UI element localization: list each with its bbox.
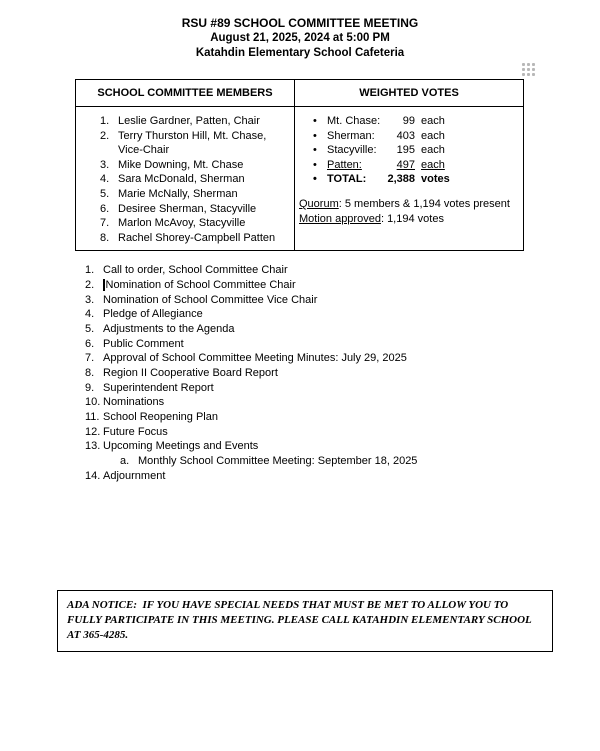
agenda-item-text: Adjournment xyxy=(103,469,166,482)
agenda-item-number: 7. xyxy=(85,352,95,365)
committee-table xyxy=(75,79,524,251)
agenda-item xyxy=(85,293,600,308)
motion-line xyxy=(299,212,517,227)
member-row xyxy=(100,129,286,158)
member-name: Sara McDonald, Sherman xyxy=(118,173,245,186)
meeting-datetime: August 21, 2025, 2024 at 5:00 PM xyxy=(210,32,390,44)
member-number: 8. xyxy=(100,231,110,244)
member-number: 6. xyxy=(100,202,110,215)
agenda-item-text: Region II Cooperative Board Report xyxy=(103,366,278,379)
motion-text: : 1,194 votes xyxy=(380,212,444,225)
agenda-item xyxy=(85,278,600,293)
vote-row xyxy=(313,129,517,144)
member-name: Terry Thurston Hill, Mt. Chase, Vice-Chair xyxy=(118,129,267,157)
vote-value: 497 xyxy=(396,158,415,171)
agenda-item-text: Pledge of Allegiance xyxy=(103,308,203,321)
agenda-item xyxy=(85,410,600,425)
agenda-item xyxy=(85,469,600,484)
vote-row xyxy=(313,143,517,158)
agenda-item xyxy=(85,322,600,337)
agenda-item-text: Approval of School Committee Meeting Minutes: July 29, 2025 xyxy=(103,352,407,365)
bullet-icon: • xyxy=(313,158,317,171)
member-number: 5. xyxy=(100,187,110,200)
member-row xyxy=(100,216,286,231)
quorum-label: Quorum xyxy=(299,197,339,210)
members-header: SCHOOL COMMITTEE MEMBERS xyxy=(76,80,294,107)
member-row xyxy=(100,231,286,246)
agenda-item xyxy=(85,381,600,396)
agenda-item-text: Superintendent Report xyxy=(103,381,214,394)
member-row xyxy=(100,114,286,129)
agenda-item xyxy=(85,439,600,454)
bullet-icon: • xyxy=(313,173,317,186)
vote-label: Mt. Chase: xyxy=(327,115,381,127)
agenda-item-text: Monthly School Committee Meeting: September 18, 2025 xyxy=(138,454,418,467)
ada-notice-text: ADA NOTICE: IF YOU HAVE SPECIAL NEEDS THAT MUST BE MET TO ALLOW YOU TO FULLY PARTICIPATE IN THIS MEETING. PLEASE CALL KATAHDIN ELEMENTARY SCHOOL AT 365-4285. xyxy=(67,599,534,641)
agenda-item-text: Upcoming Meetings and Events xyxy=(103,440,259,453)
agenda-item-text: Nomination of School Committee Vice Chair xyxy=(103,293,318,306)
vote-label: Sherman: xyxy=(327,129,375,142)
bullet-icon: • xyxy=(313,115,317,127)
agenda-item-number: 2. xyxy=(85,279,95,291)
votes-header: WEIGHTED VOTES xyxy=(294,80,523,107)
vote-unit: votes xyxy=(421,173,450,186)
member-row xyxy=(100,172,286,187)
member-name: Leslie Gardner, Patten, Chair xyxy=(118,115,260,127)
agenda-item-number: 5. xyxy=(85,322,95,335)
agenda-item-number: 10. xyxy=(85,396,101,409)
agenda-item-text: Nominations xyxy=(103,396,165,409)
member-number: 4. xyxy=(100,173,110,186)
agenda-item-number: 4. xyxy=(85,308,95,321)
vote-value: 2,388 xyxy=(387,173,415,186)
agenda-item-number: 8. xyxy=(85,366,95,379)
agenda-item xyxy=(85,337,600,352)
agenda-item-text: School Reopening Plan xyxy=(103,410,218,423)
member-name: Marie McNally, Sherman xyxy=(118,187,238,200)
agenda-item-text: Future Focus xyxy=(103,425,168,438)
vote-value: 195 xyxy=(396,144,415,157)
vote-label: TOTAL: xyxy=(327,173,367,186)
document-header xyxy=(0,0,600,61)
vote-unit: each xyxy=(421,129,445,142)
agenda-item xyxy=(85,425,600,440)
member-name: Marlon McAvoy, Stacyville xyxy=(118,217,246,230)
agenda-item-number: 1. xyxy=(85,264,95,277)
agenda-item-text: Public Comment xyxy=(103,337,184,350)
vote-label: Stacyville: xyxy=(327,144,377,157)
agenda-item xyxy=(85,307,600,322)
agenda-item xyxy=(85,263,600,278)
vote-value: 403 xyxy=(396,129,415,142)
agenda-subitem xyxy=(120,454,600,469)
member-row xyxy=(100,202,286,217)
vote-total-row xyxy=(313,172,517,187)
agenda-item-number: 12. xyxy=(85,425,101,438)
agenda-item-number: 13. xyxy=(85,440,101,453)
agenda-item-text: Nomination of School Committee Chair xyxy=(105,279,296,291)
vote-row xyxy=(313,158,517,173)
text-cursor xyxy=(103,279,105,291)
quorum-text: : 5 members & 1,194 votes present xyxy=(338,197,510,210)
table-handle-icon[interactable] xyxy=(522,63,535,76)
member-number: 3. xyxy=(100,158,110,171)
quorum-line xyxy=(299,197,517,212)
agenda-item xyxy=(85,366,600,381)
member-name: Rachel Shorey-Campbell Patten xyxy=(118,231,276,244)
agenda-list xyxy=(85,263,600,483)
agenda-item-text: Adjustments to the Agenda xyxy=(103,322,235,335)
motion-label: Motion approved xyxy=(299,212,381,225)
member-number: 7. xyxy=(100,217,110,230)
member-number: 2. xyxy=(100,129,110,142)
ada-notice-box xyxy=(57,590,553,652)
meeting-title: RSU #89 SCHOOL COMMITTEE MEETING xyxy=(181,16,419,30)
agenda-item-number: 3. xyxy=(85,293,95,306)
bullet-icon: • xyxy=(313,144,317,157)
vote-unit: each xyxy=(421,115,445,127)
agenda-item-number: a. xyxy=(120,454,130,467)
vote-unit: each xyxy=(421,158,445,171)
agenda-item-text: Call to order, School Committee Chair xyxy=(103,264,288,277)
agenda-item-number: 11. xyxy=(85,410,100,423)
agenda-item xyxy=(85,351,600,366)
member-name: Desiree Sherman, Stacyville xyxy=(118,202,257,215)
members-list xyxy=(76,107,294,250)
agenda-item-number: 6. xyxy=(85,337,95,350)
vote-row xyxy=(313,114,517,129)
vote-label: Patten: xyxy=(327,158,362,171)
vote-unit: each xyxy=(421,144,445,157)
bullet-icon: • xyxy=(313,129,317,142)
weighted-votes-list xyxy=(294,107,523,250)
member-number: 1. xyxy=(100,115,110,127)
agenda-item-number: 14. xyxy=(85,469,101,482)
member-name: Mike Downing, Mt. Chase xyxy=(118,158,244,171)
meeting-location: Katahdin Elementary School Cafeteria xyxy=(195,47,405,59)
agenda-item xyxy=(85,395,600,410)
agenda-item-number: 9. xyxy=(85,381,95,394)
vote-value: 99 xyxy=(402,115,415,127)
member-row xyxy=(100,158,286,173)
member-row xyxy=(100,187,286,202)
